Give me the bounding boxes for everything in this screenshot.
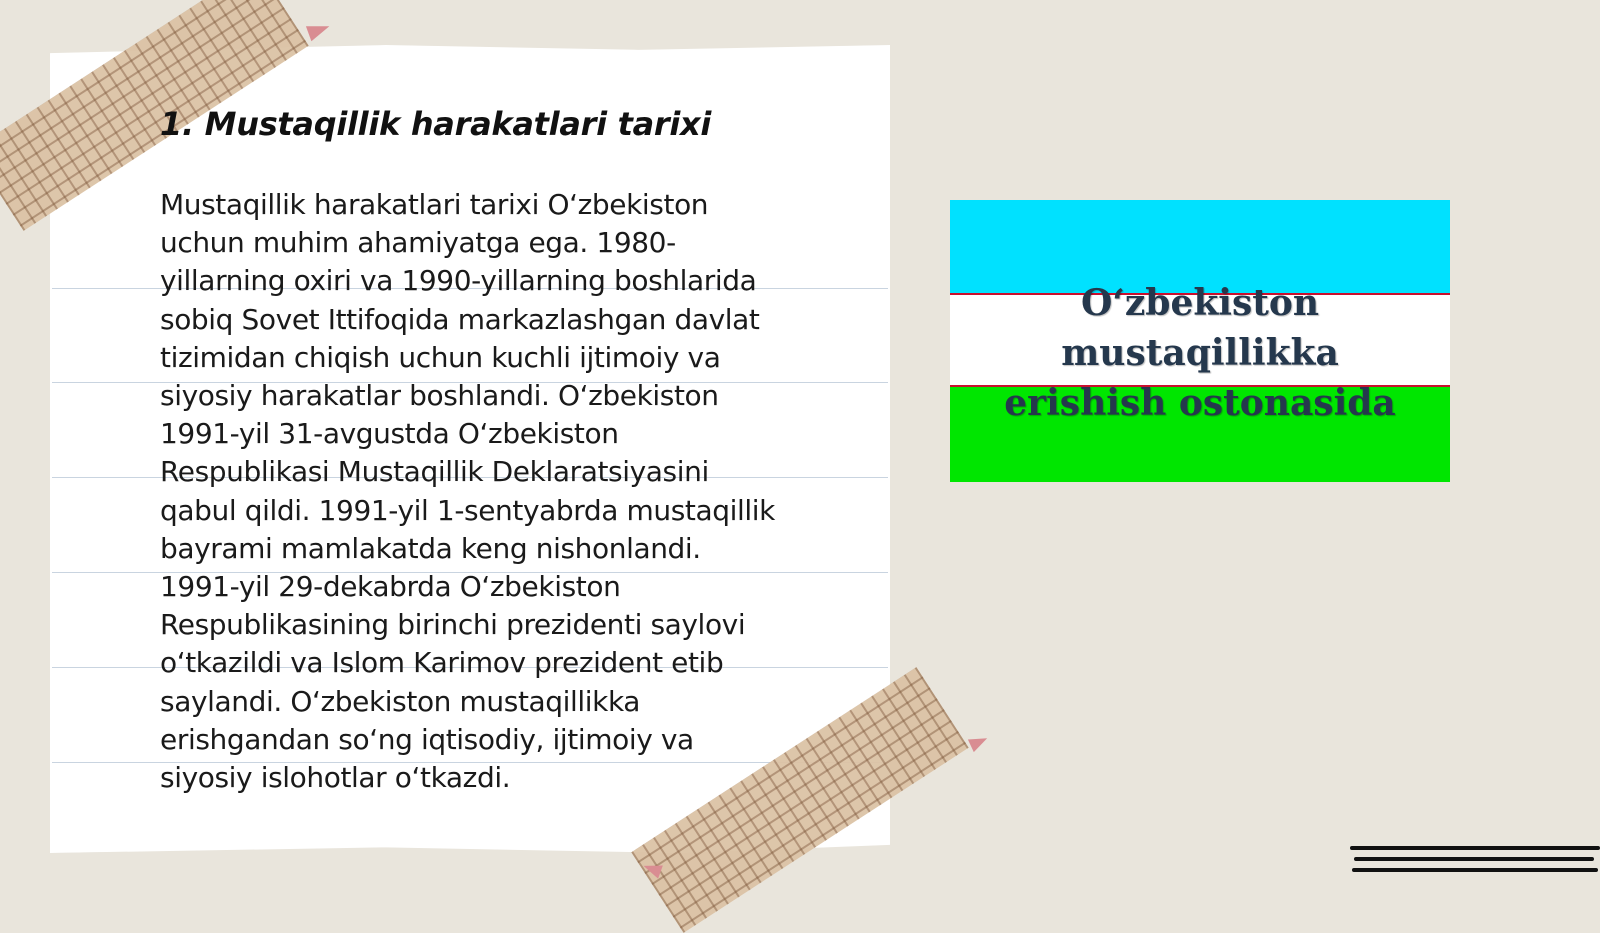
slide-title: 1. Mustaqillik harakatlari tarixi <box>160 105 712 143</box>
slide-body-text: Mustaqillik harakatlari tarixi O‘zbekiston uchun muhim ahamiyatga ega. 1980- yillarning oxiri va 1990-yillarning boshlarida sobiq Sovet Ittifoqida markazlashgan davlat tizimidan chiqish uchun kuchli ijtimoiy va siyosiy harakatlar boshlandi. O‘zbekiston 1991-yil 31-avgustda O‘zbekiston Respublikasi Mustaqillik Deklaratsiyasini qabul qildi. 1991-yil 1-sentyabrda mustaqillik bayrami mamlakatda keng nishonlandi. 1991-yil 29-dekabrda O‘zbekiston Respublikasining birinchi prezidenti saylovi o‘tkazildi va Islom Karimov prezident etib saylandi. O‘zbekiston mustaqillikka erishgandan so‘ng iqtisodiy, ijtimoiy va siyosiy islohotlar o‘tkazdi. <box>160 188 775 795</box>
flag-caption: O‘zbekiston mustaqillikka erishish ostonasida <box>1004 282 1396 424</box>
pin-decoration <box>306 19 332 42</box>
uzbekistan-flag-image <box>950 200 1450 482</box>
scribble-line <box>1354 857 1594 861</box>
scribble-decoration <box>1350 846 1600 879</box>
scribble-line <box>1352 868 1598 872</box>
scribble-line <box>1350 846 1600 850</box>
pin-decoration <box>968 732 990 752</box>
